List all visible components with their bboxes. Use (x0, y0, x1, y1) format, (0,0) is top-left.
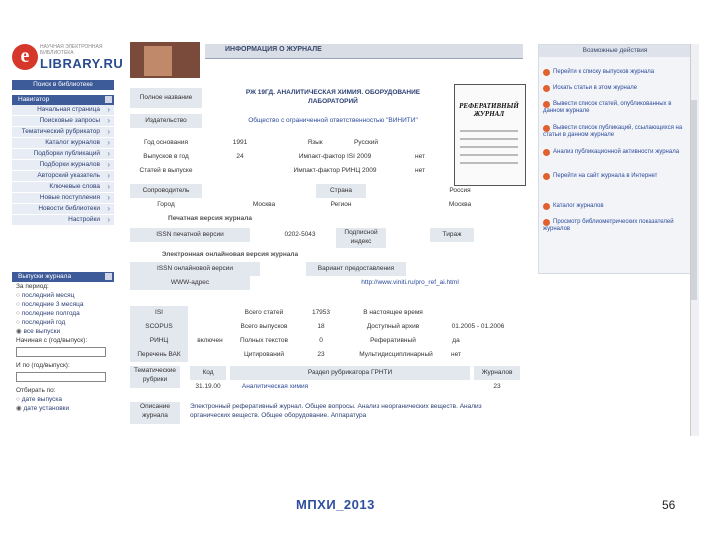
to-input[interactable] (16, 372, 106, 382)
isi-label: ISI (130, 306, 188, 320)
period-radio[interactable]: ○ последние 3 месяца (12, 300, 114, 309)
print-version-header: Печатная версия журнала (168, 215, 252, 222)
action-link[interactable]: Анализ публикационной активности журнала (553, 149, 680, 155)
action-item[interactable] (543, 203, 685, 210)
period-options (12, 291, 114, 336)
sort-label: Отбирать по: (16, 387, 56, 394)
slide-footer: МПХИ_2013 (296, 497, 375, 512)
actions-panel (538, 44, 692, 274)
book-cover-photo (144, 46, 172, 76)
publisher-label: Издательство (130, 114, 202, 128)
journal-website-link[interactable]: http://www.viniti.ru/pro_ref_ai.html (361, 279, 459, 286)
publisher-link[interactable]: Общество с ограниченной ответственностью "ВИНИТИ" (248, 117, 418, 124)
subscription-index-label: Подписной индекс (336, 228, 386, 248)
sort-options (12, 395, 114, 413)
cover-line (460, 146, 518, 148)
arrow-icon (543, 85, 550, 92)
rubric-section-link[interactable]: Аналитическая химия (241, 383, 309, 390)
cover-line (460, 154, 518, 156)
collapse-icon[interactable] (105, 96, 112, 103)
action-link[interactable]: Перейти на сайт журнала в Интернет (553, 173, 658, 179)
cover-line (460, 138, 518, 140)
region-label: Регион (330, 201, 352, 208)
description-label: Описание журнала (130, 402, 180, 424)
scrollbar-thumb[interactable] (691, 100, 697, 300)
total-issues-value: 18 (317, 323, 325, 330)
period-radio[interactable]: ○ последний месяц (12, 291, 114, 300)
rubrics-label: Тематические рубрики (130, 366, 180, 388)
www-label: WWW-адрес (130, 276, 250, 290)
action-item[interactable] (543, 173, 685, 180)
action-item[interactable] (543, 149, 685, 156)
action-item[interactable] (543, 125, 685, 139)
country-value: Россия (449, 187, 471, 194)
period-radio[interactable]: ○ последние полгода (12, 309, 114, 318)
rubric-journals-count: 23 (493, 383, 501, 390)
actions-title: Возможные действия (539, 45, 691, 57)
navigator-title: Навигатор (18, 96, 50, 103)
collapse-icon[interactable] (105, 273, 112, 280)
cited-value: 23 (317, 351, 325, 358)
logo-subtitle: НАУЧНАЯ ЭЛЕКТРОННАЯ БИБЛИОТЕКА (40, 44, 103, 56)
rinc-if-value: нет (415, 167, 425, 174)
in-list-label: В настоящее время (363, 309, 423, 316)
elibrary-logo[interactable] (12, 42, 122, 78)
access-label: Вариант предоставления (306, 262, 406, 276)
cover-line (460, 162, 518, 164)
arrow-icon (543, 101, 550, 108)
issues-header (12, 272, 114, 282)
period-radio[interactable]: ○ последний год (12, 318, 114, 327)
action-item[interactable] (543, 85, 685, 92)
issues-label: Выпусков в год (143, 153, 189, 160)
full-title-label: Полное название (130, 88, 202, 108)
sidebar-item[interactable]: Подборки журналов › (12, 160, 114, 171)
arrow-icon (543, 173, 550, 180)
arrow-icon (543, 219, 550, 226)
archive-value: 01.2005 - 01.2006 (451, 323, 505, 330)
tirage-label: Тираж (430, 228, 474, 242)
if-value: нет (415, 153, 425, 160)
rinc-label: РИНЦ (130, 334, 188, 348)
issn-value: 0202-5043 (284, 231, 316, 238)
city-value: Москва (252, 201, 276, 208)
logo-text: LIBRARY.RU (40, 56, 124, 71)
cited-label: Цитирований (243, 351, 285, 358)
journals-header: Журналов (474, 366, 520, 380)
page-title: ИНФОРМАЦИЯ О ЖУРНАЛЕ (225, 46, 322, 53)
period-label: За период: (16, 283, 49, 290)
partner-label: Сопроводитель (130, 184, 202, 198)
journal-full-title: РЖ 19ГД. АНАЛИТИЧЕСКАЯ ХИМИЯ. ОБОРУДОВАНИЕ ЛАБОРАТОРИЙ (245, 89, 421, 105)
issues-panel (12, 272, 114, 413)
sidebar-item[interactable]: Подборки публикаций › (12, 149, 114, 160)
rinc-value: включен (197, 337, 223, 344)
journal-description: Электронный реферативный журнал. Общее вопросы. Анализ неорганических веществ. Анализ органических веществ. Общее оборудование. Аппаратура (190, 403, 482, 419)
year-label: Год основания (144, 139, 188, 146)
navigator-list (12, 105, 114, 226)
sidebar (12, 80, 114, 226)
screenshot (10, 40, 700, 440)
language-label: Язык (307, 139, 323, 146)
page-number: 56 (662, 498, 676, 512)
to-label: И по (год/выпуск): (16, 362, 70, 369)
navigator-header (12, 95, 114, 105)
fulltext-value: 0 (319, 337, 323, 344)
journal-cover-title: РЕФЕРАТИВНЫЙ ЖУРНАЛ (459, 102, 519, 118)
sidebar-item[interactable]: Авторский указатель › (12, 171, 114, 182)
sidebar-item[interactable]: Тематический рубрикатор › (12, 127, 114, 138)
fulltext-label: Полных текстов (240, 337, 288, 344)
country-label: Страна (316, 184, 366, 198)
library-search-button[interactable]: Поиск в библиотеке (12, 80, 114, 90)
referee-label: Реферативный (370, 337, 416, 344)
sidebar-item[interactable]: Настройки › (12, 215, 114, 226)
total-articles-label: Всего статей (244, 309, 284, 316)
action-link[interactable]: Просмотр библиометрических показателей журналов (543, 219, 674, 232)
cover-line (460, 130, 518, 132)
total-issues-label: Всего выпусков (240, 323, 288, 330)
sort-radio[interactable]: ○ дате выпуска (12, 395, 114, 404)
action-item[interactable] (543, 69, 685, 76)
from-input[interactable] (16, 347, 106, 357)
issues-value: 24 (236, 153, 244, 160)
archive-label: Доступный архив (366, 323, 420, 330)
electronic-version-header: Электронная онлайновая версия журнала (161, 251, 299, 258)
e-icon: e (12, 44, 38, 70)
action-link[interactable]: Искать статьи в этом журнале (553, 85, 638, 91)
eissn-label: ISSN онлайновой версии (130, 262, 260, 276)
vak-label: Перечень ВАК (130, 348, 188, 362)
arrow-icon (543, 203, 550, 210)
action-link[interactable]: Вывести список статей, опубликованных в данном журнале (543, 101, 672, 114)
sidebar-item[interactable]: Ключевые слова › (12, 182, 114, 193)
articles-label: Статей в выпуске (139, 167, 193, 174)
sidebar-item[interactable]: Начальная страница › (12, 105, 114, 116)
action-item[interactable] (543, 219, 685, 233)
rinc-if-label: Импакт-фактор РИНЦ 2009 (293, 167, 377, 174)
action-link[interactable]: Каталог журналов (553, 203, 604, 209)
issn-label: ISSN печатной версии (130, 228, 250, 242)
sort-radio[interactable]: ◉ дате установки (12, 404, 114, 413)
referee-value: да (452, 337, 460, 344)
action-link[interactable]: Вывести список публикаций, ссылающихся на статьи в данном журнале (543, 125, 683, 138)
sidebar-item[interactable]: Каталог журналов › (12, 138, 114, 149)
sidebar-item[interactable]: Поисковые запросы › (12, 116, 114, 127)
language-value: Русский (353, 139, 379, 146)
city-label: Город (157, 201, 175, 208)
arrow-icon (543, 125, 550, 132)
if-label: Импакт-фактор ISI 2009 (298, 153, 372, 160)
arrow-icon (543, 69, 550, 76)
total-articles-value: 17953 (311, 309, 331, 316)
scopus-label: SCOPUS (130, 320, 188, 334)
issues-title: Выпуски журнала (18, 273, 72, 280)
code-header: Код (190, 366, 226, 380)
multidisciplinary-label: Мультидисциплинарный (359, 351, 433, 358)
rubric-code: 31.19.00 (195, 383, 221, 390)
sidebar-item[interactable]: Новые поступления › (12, 193, 114, 204)
multidisciplinary-value: нет (451, 351, 461, 358)
from-label: Начиная с (год/выпуск): (16, 337, 88, 344)
sidebar-item[interactable]: Новости библиотеки › (12, 204, 114, 215)
arrow-icon (543, 149, 550, 156)
region-value: Москва (448, 201, 472, 208)
section-header: Раздел рубрикатора ГРНТИ (230, 366, 470, 380)
journal-cover-image (454, 84, 526, 186)
year-value: 1991 (232, 139, 248, 146)
action-item[interactable] (543, 101, 685, 115)
action-link[interactable]: Перейти к списку выпусков журнала (553, 69, 655, 75)
period-radio[interactable]: ◉ все выпуски (12, 327, 114, 336)
